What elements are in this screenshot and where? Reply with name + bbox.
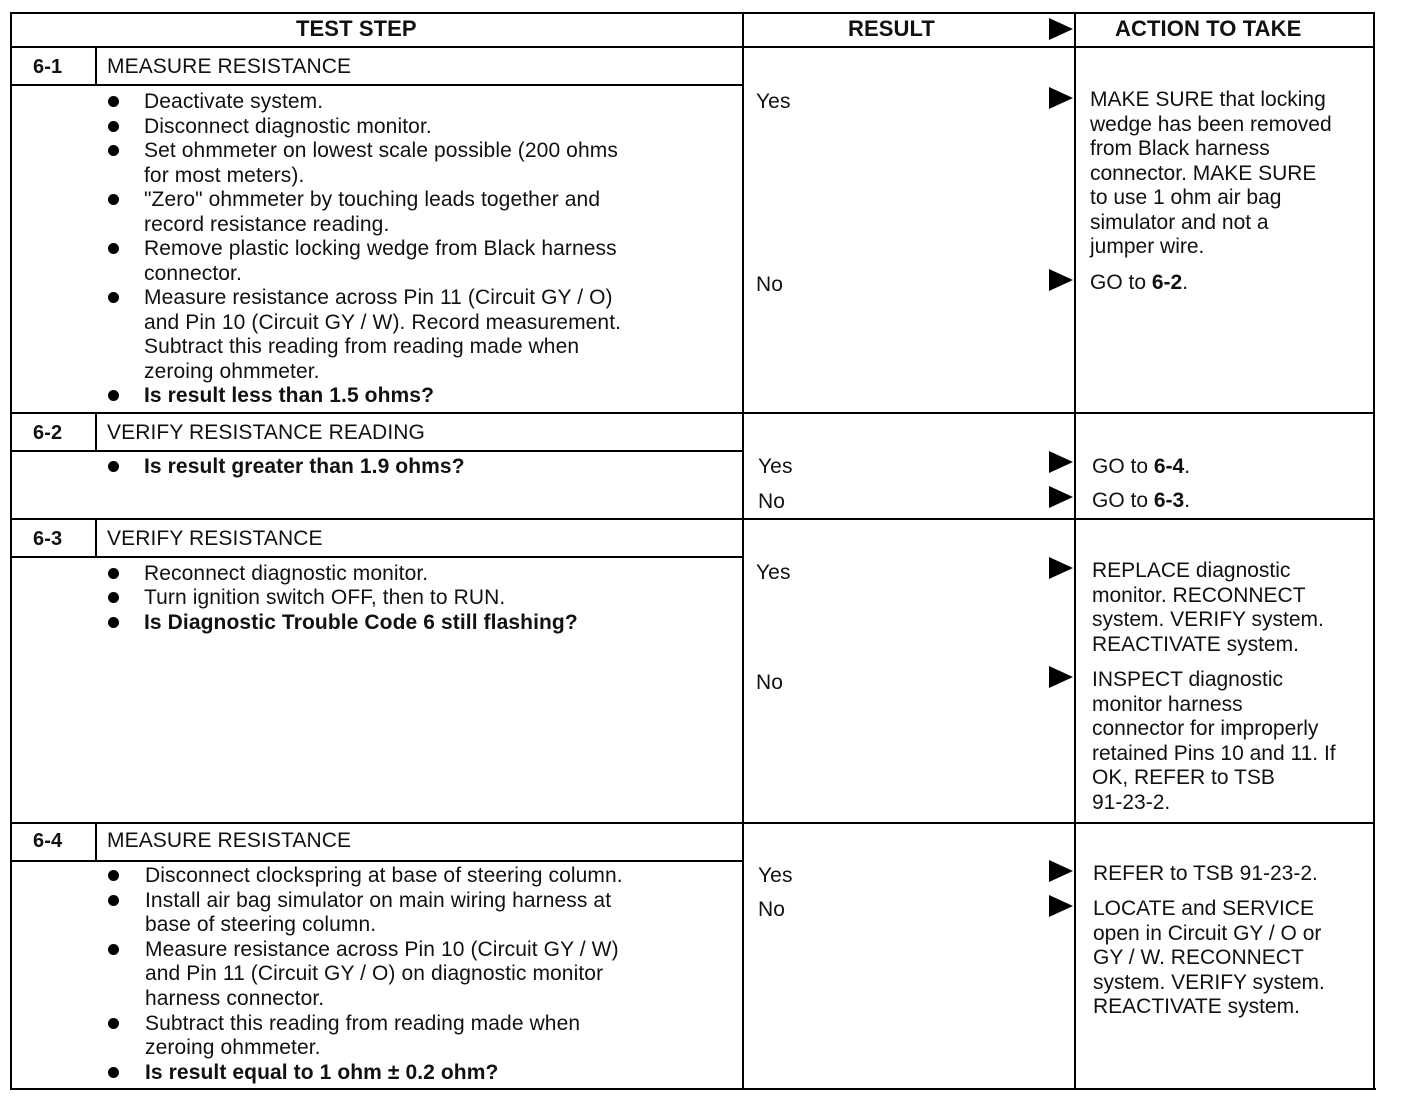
step-number: 6-1 [33, 56, 63, 78]
instruction-line: Measure resistance across Pin 10 (Circuit GY / W) [145, 938, 619, 961]
instruction-line: Turn ignition switch OFF, then to RUN. [144, 586, 506, 609]
action-text: INSPECT diagnostic monitor harness connector for improperly retained Pins 10 and 11. If OK, REFER to TSB 91-23-2. [1092, 668, 1336, 814]
header-result: RESULT [848, 16, 935, 41]
instruction-line: connector. [144, 262, 242, 285]
header-arrow-icon [1049, 18, 1073, 40]
bullet-icon [108, 243, 119, 254]
arrow-icon [1049, 269, 1073, 291]
instruction-line: and Pin 11 (Circuit GY / O) on diagnostic monitor [145, 962, 604, 985]
question-line: Is result equal to 1 ohm ± 0.2 ohm? [145, 1061, 499, 1084]
bullet-icon [108, 1067, 119, 1078]
bullet-icon [108, 145, 119, 156]
action-text: REFER to TSB 91-23-2. [1093, 862, 1318, 885]
instruction-line: Set ohmmeter on lowest scale possible (200 ohms [144, 139, 618, 162]
table-border-left [10, 12, 12, 1090]
arrow-icon [1049, 451, 1073, 473]
step-title: VERIFY RESISTANCE READING [107, 421, 425, 444]
bullet-icon [108, 617, 119, 628]
table-border-right [1373, 12, 1375, 1090]
bullet-icon [108, 1018, 119, 1029]
header-divider [10, 46, 1374, 48]
instruction-line: Reconnect diagnostic monitor. [144, 562, 429, 585]
arrow-icon [1049, 557, 1073, 579]
arrow-icon [1049, 860, 1073, 882]
instruction-line: and Pin 10 (Circuit GY / W). Record measurement. [144, 311, 622, 334]
bullet-icon [108, 292, 119, 303]
result-yes: Yes [758, 455, 793, 478]
arrow-icon [1049, 666, 1073, 688]
step-title-underline-4 [10, 860, 744, 862]
instruction-line: record resistance reading. [144, 213, 390, 236]
step-number: 6-2 [33, 422, 63, 444]
instruction-line: harness connector. [145, 987, 325, 1010]
bullet-icon [108, 592, 119, 603]
instruction-line: zeroing ohmmeter. [145, 1036, 321, 1059]
step-title: MEASURE RESISTANCE [107, 829, 352, 852]
step-title: MEASURE RESISTANCE [107, 55, 352, 78]
question-line: Is result less than 1.5 ohms? [144, 384, 434, 407]
action-text: LOCATE and SERVICE open in Circuit GY / O or GY / W. RECONNECT system. VERIFY system. REACTIVATE system. [1093, 897, 1325, 1018]
instruction-line: Subtract this reading from reading made when [144, 335, 580, 358]
step-number-divider-1 [95, 46, 97, 84]
action-text: REPLACE diagnostic monitor. RECONNECT system. VERIFY system. REACTIVATE system. [1092, 559, 1324, 656]
step-number-divider-4 [95, 822, 97, 860]
bullet-icon [108, 870, 119, 881]
instruction-line: for most meters). [144, 164, 305, 187]
bullet-icon [108, 194, 119, 205]
action-text: GO to 6-3. [1092, 489, 1191, 512]
step-number-divider-3 [95, 518, 97, 556]
arrow-icon [1049, 486, 1073, 508]
bullet-icon [108, 944, 119, 955]
table-border-top [10, 12, 1374, 14]
question-line: Is Diagnostic Trouble Code 6 still flashing? [144, 611, 578, 634]
result-no: No [756, 671, 784, 694]
section-divider-3 [10, 822, 1374, 824]
instruction-line: Disconnect diagnostic monitor. [144, 115, 432, 138]
column-divider-action [1074, 12, 1076, 1090]
step-title-underline-3 [10, 556, 744, 558]
section-divider-1 [10, 412, 1374, 414]
result-no: No [758, 898, 786, 921]
instruction-line: Deactivate system. [144, 90, 324, 113]
result-yes: Yes [758, 864, 793, 887]
step-number-divider-2 [95, 412, 97, 450]
action-text: GO to 6-2. [1090, 271, 1189, 294]
result-no: No [758, 490, 786, 513]
result-yes: Yes [756, 561, 791, 584]
bullet-icon [108, 461, 119, 472]
step-number: 6-3 [33, 528, 63, 550]
step-title-underline-1 [10, 84, 744, 86]
instruction-line: Disconnect clockspring at base of steering column. [145, 864, 623, 887]
instruction-line: "Zero" ohmmeter by touching leads together and [144, 188, 601, 211]
result-no: No [756, 273, 784, 296]
action-text: MAKE SURE that locking wedge has been removed from Black harness connector. MAKE SURE to use 1 ohm air bag simulator and not a jumper wire. [1090, 88, 1332, 258]
step-title: VERIFY RESISTANCE [107, 527, 323, 550]
bullet-icon [108, 121, 119, 132]
question-line: Is result greater than 1.9 ohms? [144, 455, 465, 478]
table-border-bottom [10, 1088, 1376, 1090]
bullet-icon [108, 568, 119, 579]
bullet-icon [108, 390, 119, 401]
bullet-icon [108, 96, 119, 107]
header-test-step: TEST STEP [296, 16, 417, 41]
column-divider-result [742, 12, 744, 1090]
instruction-line: Subtract this reading from reading made when [145, 1012, 581, 1035]
result-yes: Yes [756, 90, 791, 113]
section-divider-2 [10, 518, 1374, 520]
action-text: GO to 6-4. [1092, 455, 1191, 478]
instruction-line: base of steering column. [145, 913, 377, 936]
instruction-line: Install air bag simulator on main wiring harness at [145, 889, 612, 912]
step-title-underline-2 [10, 450, 744, 452]
instruction-line: Remove plastic locking wedge from Black harness [144, 237, 617, 260]
instruction-line: Measure resistance across Pin 11 (Circuit GY / O) [144, 286, 613, 309]
arrow-icon [1049, 895, 1073, 917]
arrow-icon [1049, 87, 1073, 109]
bullet-icon [108, 895, 119, 906]
header-action: ACTION TO TAKE [1115, 16, 1302, 41]
step-number: 6-4 [33, 830, 63, 852]
instruction-line: zeroing ohmmeter. [144, 360, 320, 383]
